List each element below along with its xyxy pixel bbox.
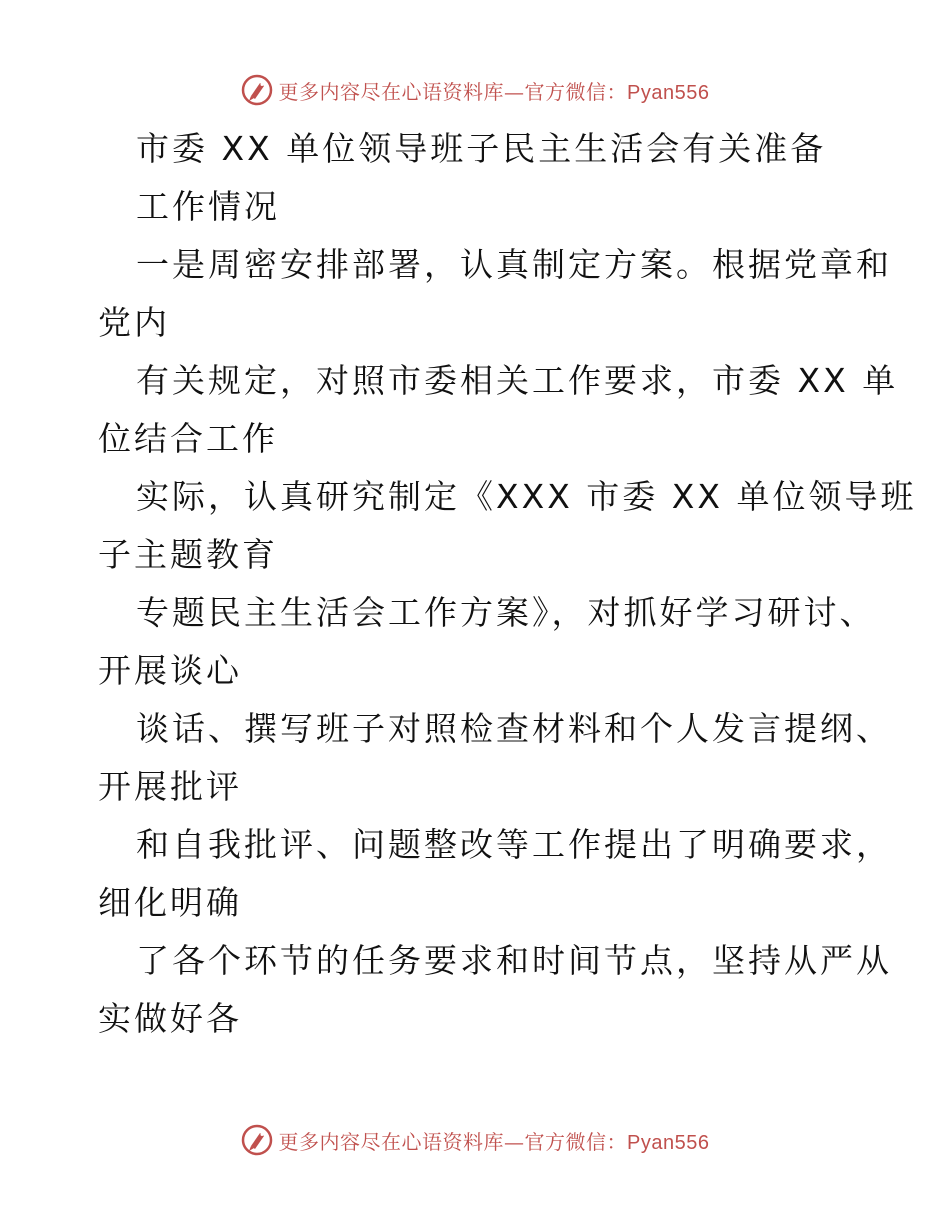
pen-nib-icon bbox=[241, 74, 273, 106]
watermark-wechat-id: Pyan556 bbox=[627, 1131, 710, 1154]
watermark-separator: — bbox=[504, 1129, 525, 1154]
header-watermark-banner bbox=[0, 70, 950, 110]
paragraph-line: 实际，认真研究制定《XXX 市委 XX 单位领导班 bbox=[136, 477, 917, 516]
watermark-separator: — bbox=[504, 79, 525, 104]
footer-watermark-banner bbox=[0, 1120, 950, 1160]
paragraph-line: 一是周密安排部署，认真制定方案。根据党章和 bbox=[136, 245, 892, 284]
paragraph-line: 谈话、撰写班子对照检查材料和个人发言提纲、 bbox=[136, 709, 892, 748]
paragraph-line: 子主题教育 bbox=[98, 535, 278, 574]
paragraph-line: 专题民主生活会工作方案》，对抓好学习研讨、 bbox=[136, 593, 876, 632]
paragraph-line: 开展批评 bbox=[98, 767, 242, 806]
watermark-main: 更多内容尽在心语资料库 bbox=[278, 1129, 505, 1154]
paragraph-line: 党内 bbox=[98, 303, 170, 342]
paragraph-line: 有关规定，对照市委相关工作要求，市委 XX 单 bbox=[136, 361, 899, 400]
doc-title-line-2: 工作情况 bbox=[136, 187, 280, 226]
doc-title-line-1: 市委 XX 单位领导班子民主生活会有关准备 bbox=[136, 129, 827, 168]
watermark-wechat-label: 官方微信： bbox=[524, 79, 628, 104]
watermark-main: 更多内容尽在心语资料库 bbox=[278, 79, 505, 104]
watermark-wechat-label: 官方微信： bbox=[524, 1129, 628, 1154]
paragraph-line: 开展谈心 bbox=[98, 651, 242, 690]
watermark-text bbox=[279, 76, 710, 105]
watermark-text bbox=[279, 1126, 710, 1155]
document-body bbox=[98, 120, 917, 1048]
paragraph-line: 位结合工作 bbox=[98, 419, 278, 458]
paragraph-line: 细化明确 bbox=[98, 883, 242, 922]
pen-nib-icon bbox=[241, 1124, 273, 1156]
watermark-wechat-id: Pyan556 bbox=[627, 81, 710, 104]
paragraph-line: 了各个环节的任务要求和时间节点，坚持从严从 bbox=[136, 941, 892, 980]
paragraph-line: 和自我批评、问题整改等工作提出了明确要求， bbox=[136, 825, 892, 864]
paragraph-line: 实做好各 bbox=[98, 999, 242, 1038]
